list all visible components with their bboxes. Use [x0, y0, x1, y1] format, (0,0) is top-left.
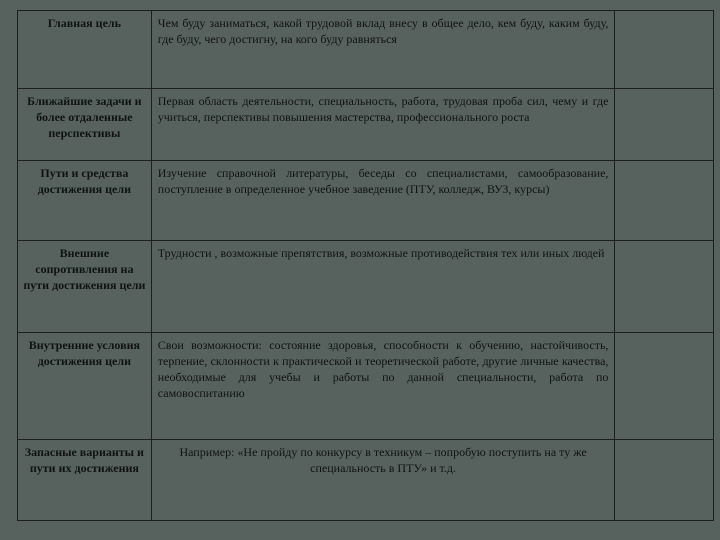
table-row: [18, 333, 714, 440]
row-description: Чем буду заниматься, какой трудовой вклад внесу в общее дело, кем буду, каким буду, где буду, чего достигну, на кого буду равняться: [151, 11, 615, 89]
row-description: Первая область деятельности, специальность, работа, трудовая проба сил, чему и где учиться, перспективы повышения мастерства, профессионального роста: [151, 89, 615, 161]
table-row: [18, 241, 714, 333]
row-label: Пути и средства достижения цели: [18, 161, 152, 241]
row-description: Например: «Не пройду по конкурсу в техникум – попробую поступить на ту же специальность в ПТУ» и т.д.: [151, 440, 615, 521]
empty-cell: [615, 161, 714, 241]
table-row: [18, 440, 714, 521]
career-plan-table: [17, 10, 714, 521]
row-label: Внешние сопротивления на пути достижения цели: [18, 241, 152, 333]
row-description: Изучение справочной литературы, беседы со специалистами, самообразование, поступление в определенное учебное заведение (ПТУ, колледж, ВУЗ, курсы): [151, 161, 615, 241]
empty-cell: [615, 333, 714, 440]
empty-cell: [615, 440, 714, 521]
row-description: Свои возможности: состояние здоровья, способности к обучению, настойчивость, терпение, склонности к практической и теоретической работе, другие личные качества, необходимые для учебы и работы по данной специальности, работа по самовоспитанию: [151, 333, 615, 440]
row-label: Главная цель: [18, 11, 152, 89]
row-description: Трудности , возможные препятствия, возможные противодействия тех или иных людей: [151, 241, 615, 333]
row-label: Внутренние условия достижения цели: [18, 333, 152, 440]
table-row: [18, 161, 714, 241]
table-row: [18, 11, 714, 89]
table-row: [18, 89, 714, 161]
row-label: Ближайшие задачи и более отдаленные перспективы: [18, 89, 152, 161]
row-label: Запасные варианты и пути их достижения: [18, 440, 152, 521]
empty-cell: [615, 241, 714, 333]
empty-cell: [615, 11, 714, 89]
empty-cell: [615, 89, 714, 161]
